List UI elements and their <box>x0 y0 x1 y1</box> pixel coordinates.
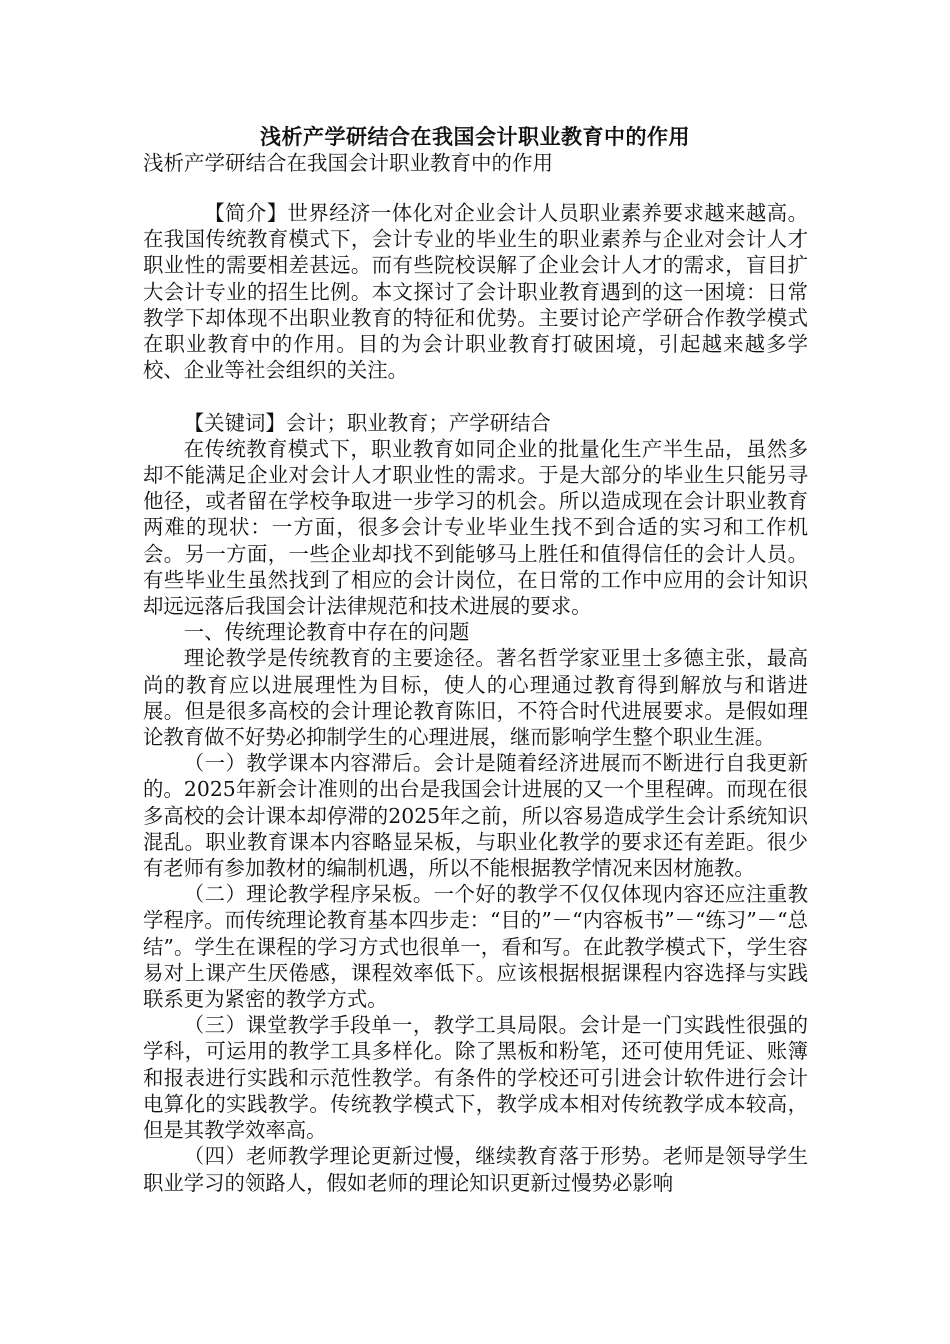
abstract-paragraph: 【简介】世界经济一体化对企业会计人员职业素养要求越来越高。在我国传统教育模式下，会计专业的毕业生的职业素养与企业对会计人才职业性的需要相差甚远。而有些院校误解了企业会计人才的需求，盲目扩大会计专业的招生比例。本文探讨了会计职业教育遇到的这一困境：日常教学下却体现不出职业教育的特征和优势。主要讨论产学研合作教学模式在职业教育中的作用。目的为会计职业教育打破困境，引起越来越多学校、企业等社会组织的关注。 <box>143 201 808 383</box>
point-one-paragraph: （一）教学课本内容滞后。会计是随着经济进展而不断进行自我更新的。2025年新会计准则的出台是我国会计进展的又一个里程碑。而现在很多高校的会计课本却停滞的2025年之前，所以容易造成学生会计系统知识混乱。职业教育课本内容略显呆板，与职业化教学的要求还有差距。很少有老师有参加教材的编制机遇，所以不能根据教学情况来因材施教。 <box>143 751 808 881</box>
document-subtitle: 浅析产学研结合在我国会计职业教育中的作用 <box>143 151 553 175</box>
point-four-paragraph: （四）老师教学理论更新过慢，继续教育落于形势。老师是领导学生职业学习的领路人，假如老师的理论知识更新过慢势必影响 <box>143 1144 808 1195</box>
intro-paragraph: 在传统教育模式下，职业教育如同企业的批量化生产半生品，虽然多却不能满足企业对会计人才职业性的需求。于是大部分的毕业生只能另寻他径，或者留在学校争取进一步学习的机会。所以造成现在会计职业教育两难的现状：一方面，很多会计专业毕业生找不到合适的实习和工作机会。另一方面，一些企业却找不到能够马上胜任和值得信任的会计人员。有些毕业生虽然找到了相应的会计岗位，在日常的工作中应用的会计知识却远远落后我国会计法律规范和技术进展的要求。 <box>143 436 808 619</box>
section-intro-paragraph: 理论教学是传统教育的主要途径。著名哲学家亚里士多德主张，最高尚的教育应以进展理性为目标，使人的心理通过教育得到解放与和谐进展。但是很多高校的会计理论教育陈旧，不符合时代进展要求。是假如理论教育做不好势必抑制学生的心理进展，继而影响学生整个职业生涯。 <box>143 646 808 750</box>
point-two-paragraph: （二）理论教学程序呆板。一个好的教学不仅仅体现内容还应注重教学程序。而传统理论教育基本四步走：“目的”－“内容板书”－“练习”－“总结”。学生在课程的学习方式也很单一，看和写。在此教学模式下，学生容易对上课产生厌倦感，课程效率低下。应该根据根据课程内容选择与实践联系更为紧密的教学方式。 <box>143 882 808 1012</box>
point-three-paragraph: （三）课堂教学手段单一，教学工具局限。会计是一门实践性很强的学科，可运用的教学工具多样化。除了黑板和粉笔，还可使用凭证、账簿和报表进行实践和示范性教学。有条件的学校还可引进会计软件进行会计电算化的实践教学。传统教学模式下，教学成本相对传统教学成本较高，但是其教学效率高。 <box>143 1013 808 1143</box>
document-body <box>143 200 808 1196</box>
document-title: 浅析产学研结合在我国会计职业教育中的作用 <box>260 124 690 149</box>
section-heading: 一、传统理论教育中存在的问题 <box>183 620 470 645</box>
keywords-paragraph: 【关键词】会计；职业教育；产学研结合 <box>183 410 551 435</box>
paragraph-spacer <box>143 383 808 409</box>
